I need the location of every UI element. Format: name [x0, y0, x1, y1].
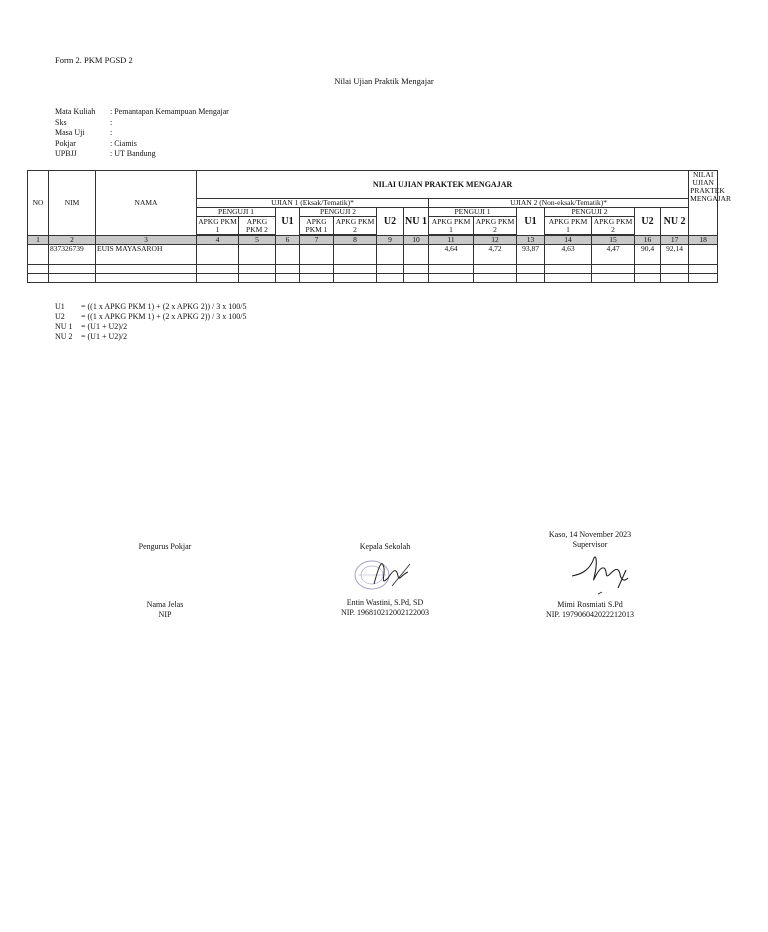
- school-stamp-signature-icon: [352, 556, 414, 596]
- info-row: [55, 128, 229, 139]
- cell-value: 93,87: [517, 245, 545, 265]
- column-number: 12: [474, 236, 517, 245]
- signature-name: Entin Wastini, S.Pd, SD: [346, 598, 424, 607]
- header-nama: NAMA: [96, 171, 197, 236]
- header-apkg-pkm1: APKG PKM 1: [198, 216, 237, 234]
- formula-value: = ((1 x APKG PKM 1) + (2 x APKG 2)) / 3 x 100/5: [81, 312, 247, 321]
- info-row: [55, 107, 229, 118]
- cell-nama: EUIS MAYASAROH: [96, 245, 197, 265]
- formula-row: [55, 322, 246, 332]
- cell-nim: 837326739: [49, 245, 96, 265]
- header-apkg-pkm2: APKG PKM 2: [474, 217, 517, 235]
- formula-row: [55, 312, 246, 322]
- column-number: 14: [545, 236, 592, 245]
- info-key: Mata Kuliah: [55, 107, 96, 116]
- column-number: 7: [300, 236, 334, 245]
- info-value: :: [110, 117, 113, 127]
- signature-supervisor-block: [525, 600, 655, 619]
- cell-value: 4,72: [474, 245, 517, 265]
- column-number: 3: [96, 236, 197, 245]
- cell-value: [689, 245, 718, 265]
- info-row: [55, 118, 229, 129]
- formula-key: U2: [55, 312, 65, 321]
- signature-supervisor-header: [525, 530, 655, 549]
- column-number: 5: [239, 236, 276, 245]
- info-value: :: [110, 128, 113, 137]
- column-number: 9: [377, 236, 404, 245]
- table-row-empty: [28, 274, 718, 283]
- formula-value: = ((1 x APKG PKM 1) + (2 x APKG 2)) / 3 x 100/5: [81, 302, 247, 311]
- signature-role: Supervisor: [572, 539, 608, 549]
- header-penguji-1: PENGUJI 1: [429, 208, 517, 217]
- formula-row: [55, 302, 246, 312]
- info-row: [55, 139, 229, 150]
- info-key: UPBJJ: [55, 149, 77, 158]
- info-value: : UT Bandung: [110, 149, 156, 158]
- signature-name: Nama Jelas: [146, 600, 184, 609]
- grade-table: [27, 170, 731, 283]
- column-number: 1: [28, 236, 49, 245]
- signature-id: NIP: [158, 609, 172, 619]
- formula-key: U1: [55, 302, 65, 311]
- cell-value: [276, 245, 300, 265]
- cell-value: 4,47: [592, 245, 635, 265]
- header-main: NILAI UJIAN PRAKTEK MENGAJAR: [197, 171, 689, 199]
- header-no: NO: [28, 171, 49, 236]
- cell-value: [300, 245, 334, 265]
- column-number: 4: [197, 236, 239, 245]
- info-key: Pokjar: [55, 138, 76, 148]
- document-title: Nilai Ujian Praktik Mengajar: [334, 76, 434, 86]
- cell-value: [197, 245, 239, 265]
- column-number: 17: [661, 236, 689, 245]
- info-key: Masa Uji: [55, 128, 85, 137]
- cell-value: [377, 245, 404, 265]
- column-number: 11: [429, 236, 474, 245]
- place-date: Kaso, 14 November 2023: [548, 530, 632, 539]
- header-apkg-pkm2: APKG PKM 2: [592, 217, 635, 235]
- info-key: Sks: [55, 117, 67, 127]
- table-row: [28, 245, 718, 265]
- signature-id: NIP. 196810212002122003: [340, 607, 429, 617]
- header-nu1: NU 1: [404, 208, 429, 236]
- course-info: [55, 107, 229, 160]
- header-penguji-2: PENGUJI 2: [300, 208, 377, 217]
- formula-value: = (U1 + U2)/2: [81, 332, 128, 341]
- cell-value: 4,64: [429, 245, 474, 265]
- cell-value: [334, 245, 377, 265]
- cell-value: [239, 245, 276, 265]
- column-number: 18: [689, 236, 718, 245]
- column-number: 8: [334, 236, 377, 245]
- header-apkg-pkm2: APKG PKM 2: [239, 217, 276, 235]
- cell-value: 4,63: [545, 245, 592, 265]
- formula-row: [55, 332, 246, 342]
- header-ujian-1: UJIAN 1 (Eksak/Tematik)*: [197, 199, 429, 208]
- header-penguji-1: PENGUJI 1: [197, 208, 276, 217]
- signature-name: Mimi Rosmiati S.Pd: [557, 600, 623, 609]
- column-number: 2: [49, 236, 96, 245]
- supervisor-signature-icon: [568, 552, 638, 596]
- signature-principal-block: [310, 598, 460, 617]
- formula-key: NU 1: [55, 322, 73, 331]
- table-row-empty: [28, 265, 718, 274]
- cell-value: [404, 245, 429, 265]
- info-value: : Ciamis: [110, 138, 137, 148]
- signature-pokjar-role: Pengurus Pokjar: [138, 542, 192, 551]
- header-penguji-2: PENGUJI 2: [545, 208, 635, 217]
- header-apkg-pkm2: APKG PKM 2: [334, 217, 377, 235]
- info-row: [55, 149, 229, 160]
- formula-value: = (U1 + U2)/2: [81, 322, 128, 331]
- signature-principal-role: Kepala Sekolah: [359, 542, 411, 551]
- header-ujian-2: UJIAN 2 (Non-eksak/Tematik)*: [429, 199, 689, 208]
- column-number: 13: [517, 236, 545, 245]
- formula-key: NU 2: [55, 332, 73, 341]
- column-number: 10: [404, 236, 429, 245]
- header-apkg-pkm1: APKG PKM 1: [429, 217, 474, 235]
- signature-pokjar-name: [105, 600, 225, 619]
- column-number: 16: [635, 236, 661, 245]
- header-apkg-pkm1: APKG PKM 1: [545, 217, 592, 235]
- cell-value: 90,4: [635, 245, 661, 265]
- header-u1: U1: [517, 208, 545, 236]
- formula-legend: [55, 302, 246, 342]
- header-u2: U2: [635, 208, 661, 236]
- header-nim: NIM: [49, 171, 96, 236]
- cell-no: [28, 245, 49, 265]
- column-number: 6: [276, 236, 300, 245]
- signature-id: NIP. 197906042022212013: [545, 609, 634, 619]
- header-u1: U1: [276, 208, 300, 236]
- header-u2: U2: [377, 208, 404, 236]
- header-nu2: NU 2: [661, 208, 689, 236]
- form-code: Form 2. PKM PGSD 2: [55, 55, 133, 65]
- header-final: NILAI UJIAN PRAKTEK MENGAJAR: [689, 171, 718, 236]
- header-apkg-pkm1: APKG PKM 1: [300, 217, 334, 235]
- cell-value: 92,14: [661, 245, 689, 265]
- column-number: 15: [592, 236, 635, 245]
- info-value: : Pemantapan Kemampuan Mengajar: [110, 107, 229, 116]
